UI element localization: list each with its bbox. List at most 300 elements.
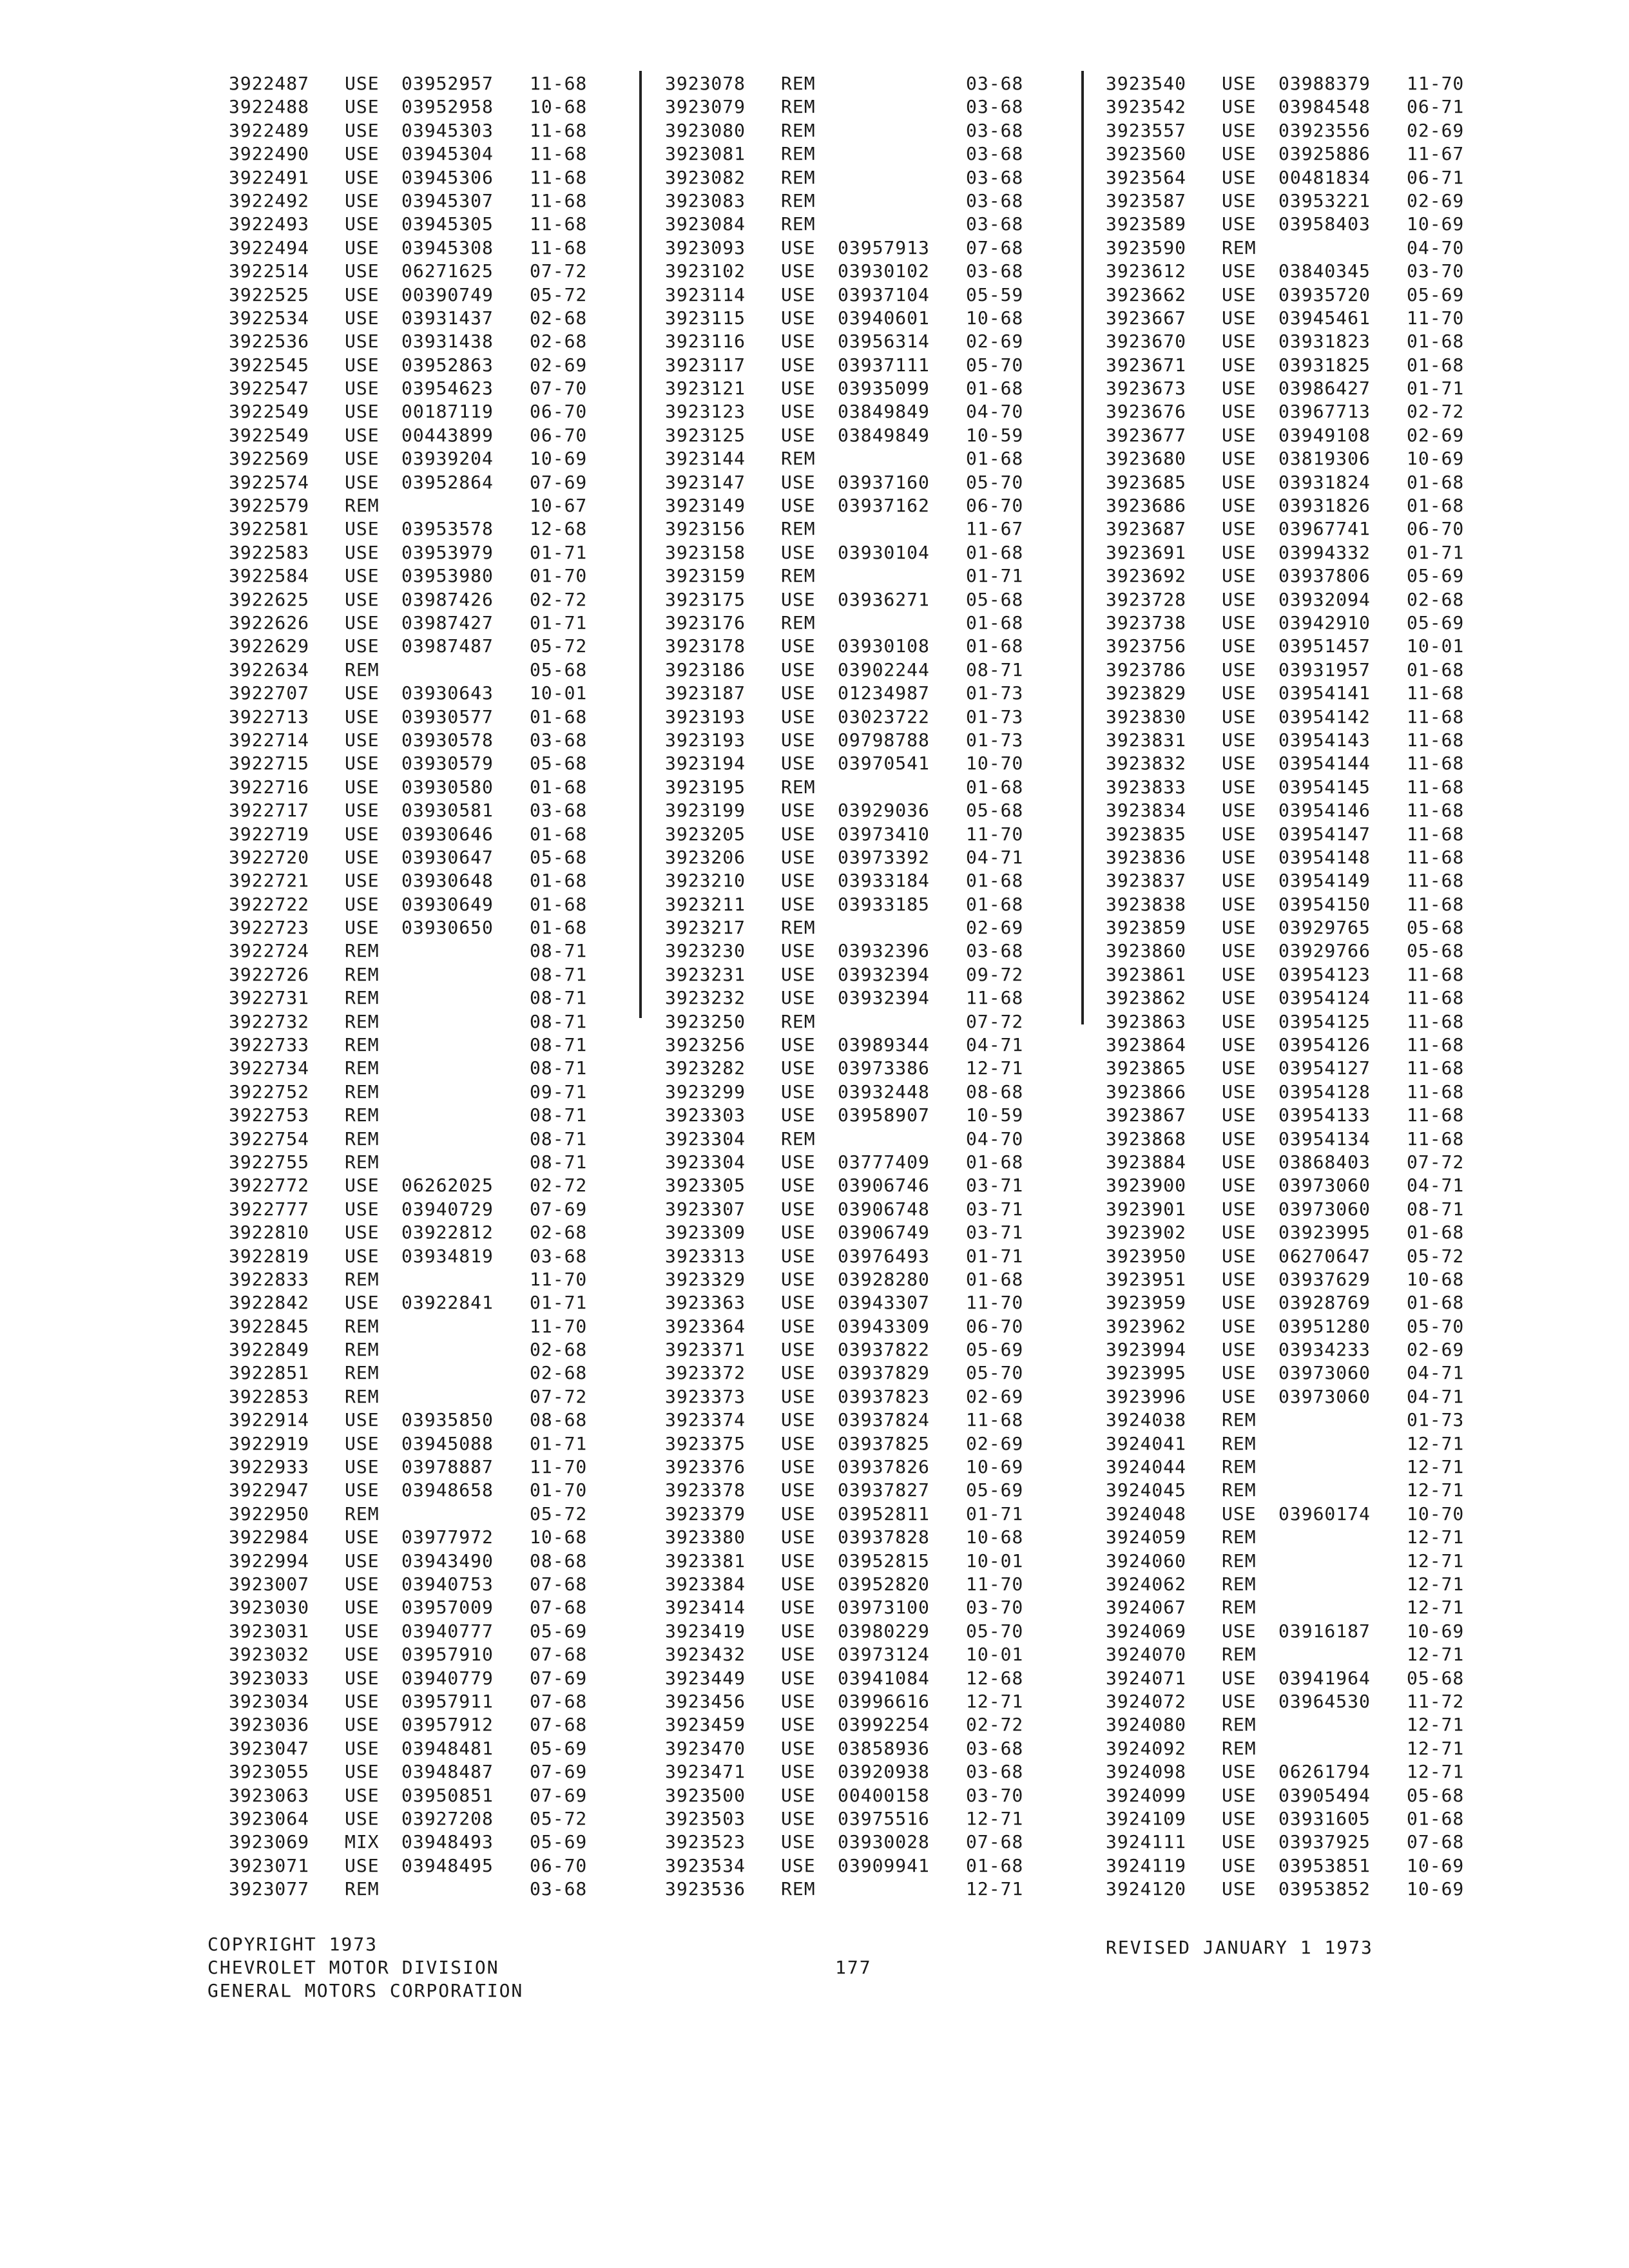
effective-date: 11-68 xyxy=(1407,776,1465,798)
action-code: USE xyxy=(781,1057,816,1079)
action-code: USE xyxy=(1222,963,1257,985)
action-code: USE xyxy=(781,1034,816,1056)
action-code: USE xyxy=(1222,307,1257,329)
action-code: REM xyxy=(345,1503,380,1524)
replacement-number: 03957009 xyxy=(401,1597,494,1619)
action-code: USE xyxy=(1222,893,1257,915)
replacement-number: 06261794 xyxy=(1278,1761,1371,1783)
action-code: USE xyxy=(781,1151,816,1173)
action-code: USE xyxy=(345,541,380,563)
action-code: USE xyxy=(781,471,816,493)
replacement-number: 03933184 xyxy=(838,870,930,892)
part-number: 3923612 xyxy=(1106,260,1187,282)
effective-date: 08-71 xyxy=(530,1151,588,1173)
effective-date: 01-68 xyxy=(530,706,588,727)
action-code: USE xyxy=(781,635,816,657)
part-number: 3922716 xyxy=(229,776,310,798)
replacement-number: 03931437 xyxy=(401,307,494,329)
part-number: 3923373 xyxy=(665,1385,746,1407)
part-number: 3924070 xyxy=(1106,1644,1187,1666)
effective-date: 01-68 xyxy=(966,1151,1024,1173)
replacement-number: 03973060 xyxy=(1278,1198,1371,1220)
action-code: USE xyxy=(345,729,380,751)
effective-date: 04-71 xyxy=(1407,1385,1465,1407)
replacement-number: 03994332 xyxy=(1278,541,1371,563)
part-number: 3923374 xyxy=(665,1409,746,1431)
action-code: REM xyxy=(781,143,816,165)
action-code: USE xyxy=(345,354,380,376)
effective-date: 01-68 xyxy=(530,776,588,798)
replacement-number: 03954623 xyxy=(401,378,494,399)
effective-date: 11-68 xyxy=(1407,846,1465,868)
action-code: USE xyxy=(345,1456,380,1478)
part-number: 3922849 xyxy=(229,1339,310,1361)
action-code: USE xyxy=(1222,1831,1257,1853)
part-number: 3923902 xyxy=(1106,1222,1187,1244)
replacement-number: 03957912 xyxy=(401,1714,494,1736)
part-number: 3923996 xyxy=(1106,1385,1187,1407)
effective-date: 05-70 xyxy=(966,1620,1024,1642)
replacement-number: 03957913 xyxy=(838,236,930,258)
action-code: USE xyxy=(1222,1128,1257,1149)
replacement-number: 03952820 xyxy=(838,1573,930,1595)
action-code: USE xyxy=(345,1222,380,1244)
effective-date: 11-68 xyxy=(1407,893,1465,915)
replacement-number: 03939204 xyxy=(401,448,494,470)
action-code: USE xyxy=(781,658,816,680)
part-number: 3923047 xyxy=(229,1737,310,1759)
part-number: 3923959 xyxy=(1106,1292,1187,1314)
replacement-number: 03945307 xyxy=(401,189,494,211)
replacement-number: 03954146 xyxy=(1278,800,1371,822)
action-code: USE xyxy=(1222,682,1257,704)
action-code: USE xyxy=(345,401,380,423)
part-number: 3922724 xyxy=(229,940,310,962)
effective-date: 08-71 xyxy=(1407,1198,1465,1220)
part-number: 3923540 xyxy=(1106,73,1187,94)
replacement-number: 03931605 xyxy=(1278,1807,1371,1829)
part-number: 3922853 xyxy=(229,1385,310,1407)
effective-date: 08-68 xyxy=(966,1081,1024,1102)
effective-date: 05-70 xyxy=(1407,1315,1465,1337)
effective-date: 05-70 xyxy=(966,471,1024,493)
part-number: 3923378 xyxy=(665,1479,746,1501)
action-code: USE xyxy=(345,1597,380,1619)
part-number: 3923123 xyxy=(665,401,746,423)
action-code: USE xyxy=(345,1784,380,1806)
effective-date: 10-01 xyxy=(530,682,588,704)
part-number: 3922490 xyxy=(229,143,310,165)
part-number: 3923866 xyxy=(1106,1081,1187,1102)
part-number: 3922569 xyxy=(229,448,310,470)
effective-date: 01-71 xyxy=(1407,378,1465,399)
replacement-number: 03973386 xyxy=(838,1057,930,1079)
part-number: 3922732 xyxy=(229,1010,310,1032)
effective-date: 01-68 xyxy=(966,1268,1024,1290)
part-number: 3922626 xyxy=(229,611,310,633)
part-number: 3922488 xyxy=(229,96,310,118)
action-code: USE xyxy=(345,189,380,211)
action-code: USE xyxy=(345,611,380,633)
replacement-number: 03952864 xyxy=(401,471,494,493)
part-number: 3922545 xyxy=(229,354,310,376)
replacement-number: 03949108 xyxy=(1278,424,1371,446)
effective-date: 12-71 xyxy=(966,1057,1024,1079)
replacement-number: 03945304 xyxy=(401,143,494,165)
effective-date: 12-71 xyxy=(1407,1550,1465,1571)
part-number: 3923364 xyxy=(665,1315,746,1337)
action-code: USE xyxy=(781,1362,816,1384)
replacement-number: 03957911 xyxy=(401,1690,494,1712)
part-number: 3923680 xyxy=(1106,448,1187,470)
part-number: 3922717 xyxy=(229,800,310,822)
effective-date: 11-70 xyxy=(530,1268,588,1290)
effective-date: 12-71 xyxy=(966,1690,1024,1712)
effective-date: 07-69 xyxy=(530,1761,588,1783)
effective-date: 04-71 xyxy=(1407,1175,1465,1196)
effective-date: 02-72 xyxy=(530,588,588,610)
action-code: REM xyxy=(1222,1644,1257,1666)
action-code: USE xyxy=(1222,1667,1257,1689)
replacement-number: 03973060 xyxy=(1278,1362,1371,1384)
action-code: USE xyxy=(1222,588,1257,610)
effective-date: 09-71 xyxy=(530,1081,588,1102)
effective-date: 03-68 xyxy=(966,119,1024,141)
replacement-number: 03954148 xyxy=(1278,846,1371,868)
part-number: 3923864 xyxy=(1106,1034,1187,1056)
part-number: 3923677 xyxy=(1106,424,1187,446)
part-number: 3923564 xyxy=(1106,166,1187,188)
effective-date: 10-01 xyxy=(1407,635,1465,657)
replacement-number: 03953852 xyxy=(1278,1878,1371,1900)
column-divider xyxy=(1081,71,1084,1024)
part-number: 3923376 xyxy=(665,1456,746,1478)
replacement-number: 03937829 xyxy=(838,1362,930,1384)
replacement-number: 03958907 xyxy=(838,1104,930,1126)
effective-date: 10-69 xyxy=(530,448,588,470)
replacement-number: 03909941 xyxy=(838,1854,930,1876)
action-code: USE xyxy=(345,1526,380,1548)
effective-date: 04-70 xyxy=(966,1128,1024,1149)
effective-date: 03-68 xyxy=(966,940,1024,962)
replacement-number: 03954144 xyxy=(1278,753,1371,774)
part-number: 3923560 xyxy=(1106,143,1187,165)
effective-date: 01-68 xyxy=(966,870,1024,892)
action-code: REM xyxy=(781,1010,816,1032)
effective-date: 08-71 xyxy=(530,987,588,1009)
action-code: REM xyxy=(345,1315,380,1337)
part-number: 3922634 xyxy=(229,658,310,680)
replacement-number: 03937828 xyxy=(838,1526,930,1548)
replacement-number: 00443899 xyxy=(401,424,494,446)
replacement-number: 03951457 xyxy=(1278,635,1371,657)
replacement-number: 03929766 xyxy=(1278,940,1371,962)
part-number: 3924099 xyxy=(1106,1784,1187,1806)
replacement-number: 03952811 xyxy=(838,1503,930,1524)
action-code: USE xyxy=(1222,1761,1257,1783)
part-number: 3923667 xyxy=(1106,307,1187,329)
effective-date: 10-70 xyxy=(966,753,1024,774)
part-number: 3923007 xyxy=(229,1573,310,1595)
action-code: USE xyxy=(345,1198,380,1220)
action-code: USE xyxy=(345,706,380,727)
effective-date: 06-71 xyxy=(1407,166,1465,188)
action-code: USE xyxy=(345,588,380,610)
replacement-number: 03952863 xyxy=(401,354,494,376)
effective-date: 06-71 xyxy=(1407,96,1465,118)
effective-date: 10-67 xyxy=(530,495,588,517)
replacement-number: 03992254 xyxy=(838,1714,930,1736)
part-number: 3923381 xyxy=(665,1550,746,1571)
replacement-number: 06271625 xyxy=(401,260,494,282)
effective-date: 01-68 xyxy=(530,823,588,845)
action-code: REM xyxy=(345,963,380,985)
action-code: REM xyxy=(1222,1737,1257,1759)
replacement-number: 03940729 xyxy=(401,1198,494,1220)
effective-date: 12-71 xyxy=(1407,1644,1465,1666)
action-code: REM xyxy=(345,658,380,680)
effective-date: 01-68 xyxy=(1407,658,1465,680)
action-code: USE xyxy=(1222,401,1257,423)
part-number: 3922819 xyxy=(229,1245,310,1267)
effective-date: 11-70 xyxy=(966,1573,1024,1595)
action-code: USE xyxy=(781,987,816,1009)
action-code: USE xyxy=(781,1526,816,1548)
action-code: USE xyxy=(1222,1010,1257,1032)
effective-date: 03-68 xyxy=(966,166,1024,188)
replacement-number: 03960174 xyxy=(1278,1503,1371,1524)
action-code: MIX xyxy=(345,1831,380,1853)
action-code: USE xyxy=(781,1831,816,1853)
action-code: USE xyxy=(781,284,816,305)
part-number: 3923187 xyxy=(665,682,746,704)
effective-date: 11-68 xyxy=(1407,1104,1465,1126)
action-code: USE xyxy=(345,1667,380,1689)
action-code: USE xyxy=(1222,1339,1257,1361)
action-code: USE xyxy=(345,1854,380,1876)
effective-date: 02-69 xyxy=(966,1432,1024,1454)
action-code: REM xyxy=(345,987,380,1009)
action-code: USE xyxy=(1222,284,1257,305)
action-code: USE xyxy=(781,1409,816,1431)
part-number: 3923951 xyxy=(1106,1268,1187,1290)
part-number: 3922491 xyxy=(229,166,310,188)
effective-date: 01-68 xyxy=(530,870,588,892)
action-code: USE xyxy=(345,424,380,446)
part-number: 3923036 xyxy=(229,1714,310,1736)
action-code: USE xyxy=(345,635,380,657)
action-code: REM xyxy=(345,1268,380,1290)
action-code: USE xyxy=(1222,1057,1257,1079)
action-code: USE xyxy=(345,1737,380,1759)
effective-date: 03-71 xyxy=(966,1175,1024,1196)
effective-date: 05-72 xyxy=(530,1503,588,1524)
part-number: 3923834 xyxy=(1106,800,1187,822)
effective-date: 01-68 xyxy=(966,448,1024,470)
effective-date: 08-71 xyxy=(530,1034,588,1056)
action-code: REM xyxy=(345,1010,380,1032)
action-code: USE xyxy=(1222,1198,1257,1220)
part-number: 3922579 xyxy=(229,495,310,517)
action-code: REM xyxy=(345,940,380,962)
action-code: USE xyxy=(781,331,816,352)
action-code: USE xyxy=(345,1573,380,1595)
action-code: USE xyxy=(781,1385,816,1407)
action-code: REM xyxy=(781,96,816,118)
effective-date: 10-59 xyxy=(966,424,1024,446)
part-number: 3922845 xyxy=(229,1315,310,1337)
action-code: USE xyxy=(345,119,380,141)
effective-date: 05-68 xyxy=(1407,917,1465,939)
action-code: REM xyxy=(1222,236,1257,258)
part-number: 3923536 xyxy=(665,1878,746,1900)
effective-date: 10-01 xyxy=(966,1644,1024,1666)
part-number: 3923728 xyxy=(1106,588,1187,610)
part-number: 3923082 xyxy=(665,166,746,188)
part-number: 3923691 xyxy=(1106,541,1187,563)
action-code: USE xyxy=(781,378,816,399)
effective-date: 11-70 xyxy=(1407,73,1465,94)
replacement-number: 03930578 xyxy=(401,729,494,751)
effective-date: 11-68 xyxy=(530,166,588,188)
part-number: 3923835 xyxy=(1106,823,1187,845)
replacement-number: 03954126 xyxy=(1278,1034,1371,1056)
action-code: REM xyxy=(345,1151,380,1173)
action-code: USE xyxy=(1222,1104,1257,1126)
effective-date: 11-68 xyxy=(1407,706,1465,727)
part-number: 3922722 xyxy=(229,893,310,915)
effective-date: 11-68 xyxy=(1407,1128,1465,1149)
effective-date: 11-68 xyxy=(530,213,588,235)
effective-date: 01-68 xyxy=(530,893,588,915)
replacement-number: 03964530 xyxy=(1278,1690,1371,1712)
effective-date: 10-69 xyxy=(966,1456,1024,1478)
action-code: USE xyxy=(1222,917,1257,939)
effective-date: 08-71 xyxy=(530,1104,588,1126)
part-number: 3923176 xyxy=(665,611,746,633)
effective-date: 04-70 xyxy=(1407,236,1465,258)
replacement-number: 03943490 xyxy=(401,1550,494,1571)
action-code: USE xyxy=(1222,1385,1257,1407)
part-number: 3923159 xyxy=(665,565,746,587)
replacement-number: 03923995 xyxy=(1278,1222,1371,1244)
action-code: REM xyxy=(781,119,816,141)
effective-date: 08-71 xyxy=(530,963,588,985)
part-number: 3923102 xyxy=(665,260,746,282)
effective-date: 06-70 xyxy=(530,401,588,423)
replacement-number: 03930580 xyxy=(401,776,494,798)
part-number: 3923829 xyxy=(1106,682,1187,704)
action-code: USE xyxy=(345,1292,380,1314)
action-code: USE xyxy=(1222,1807,1257,1829)
effective-date: 01-71 xyxy=(1407,541,1465,563)
replacement-number: 03937806 xyxy=(1278,565,1371,587)
replacement-number: 03930646 xyxy=(401,823,494,845)
action-code: USE xyxy=(1222,518,1257,540)
replacement-number: 03975516 xyxy=(838,1807,930,1829)
part-number: 3924067 xyxy=(1106,1597,1187,1619)
part-number: 3923901 xyxy=(1106,1198,1187,1220)
action-code: USE xyxy=(345,1175,380,1196)
replacement-number: 03906748 xyxy=(838,1198,930,1220)
part-number: 3923384 xyxy=(665,1573,746,1595)
effective-date: 11-68 xyxy=(1407,1034,1465,1056)
replacement-number: 00481834 xyxy=(1278,166,1371,188)
action-code: USE xyxy=(345,753,380,774)
action-code: REM xyxy=(345,495,380,517)
effective-date: 02-68 xyxy=(530,1339,588,1361)
part-number: 3923081 xyxy=(665,143,746,165)
action-code: USE xyxy=(781,893,816,915)
effective-date: 10-69 xyxy=(1407,448,1465,470)
part-number: 3924092 xyxy=(1106,1737,1187,1759)
effective-date: 11-70 xyxy=(530,1315,588,1337)
action-code: USE xyxy=(781,354,816,376)
replacement-number: 03953221 xyxy=(1278,189,1371,211)
part-number: 3923868 xyxy=(1106,1128,1187,1149)
action-code: USE xyxy=(1222,73,1257,94)
part-number: 3923838 xyxy=(1106,893,1187,915)
replacement-number: 03941084 xyxy=(838,1667,930,1689)
action-code: USE xyxy=(345,518,380,540)
effective-date: 01-73 xyxy=(1407,1409,1465,1431)
effective-date: 08-71 xyxy=(530,1057,588,1079)
effective-date: 12-71 xyxy=(966,1807,1024,1829)
effective-date: 02-68 xyxy=(530,1362,588,1384)
effective-date: 01-68 xyxy=(1407,1807,1465,1829)
copyright-line: COPYRIGHT 1973 xyxy=(207,1934,378,1955)
part-number: 3923534 xyxy=(665,1854,746,1876)
action-code: USE xyxy=(1222,189,1257,211)
part-number: 3923080 xyxy=(665,119,746,141)
part-number: 3923250 xyxy=(665,1010,746,1032)
part-number: 3923523 xyxy=(665,1831,746,1853)
effective-date: 12-71 xyxy=(1407,1597,1465,1619)
action-code: USE xyxy=(1222,846,1257,868)
part-number: 3923158 xyxy=(665,541,746,563)
action-code: USE xyxy=(781,1597,816,1619)
replacement-number: 03942910 xyxy=(1278,611,1371,633)
replacement-number: 01234987 xyxy=(838,682,930,704)
effective-date: 07-68 xyxy=(966,236,1024,258)
effective-date: 10-70 xyxy=(1407,1503,1465,1524)
part-number: 3922777 xyxy=(229,1198,310,1220)
effective-date: 01-71 xyxy=(530,1432,588,1454)
replacement-number: 03954142 xyxy=(1278,706,1371,727)
revision-date: REVISED JANUARY 1 1973 xyxy=(1106,1937,1373,1958)
replacement-number: 03930643 xyxy=(401,682,494,704)
part-number: 3923994 xyxy=(1106,1339,1187,1361)
action-code: REM xyxy=(781,776,816,798)
action-code: USE xyxy=(1222,1362,1257,1384)
replacement-number: 03928280 xyxy=(838,1268,930,1290)
action-code: USE xyxy=(1222,1315,1257,1337)
effective-date: 05-68 xyxy=(1407,940,1465,962)
replacement-number: 03940753 xyxy=(401,1573,494,1595)
part-number: 3922833 xyxy=(229,1268,310,1290)
effective-date: 02-69 xyxy=(1407,1339,1465,1361)
part-number: 3922733 xyxy=(229,1034,310,1056)
part-number: 3923470 xyxy=(665,1737,746,1759)
effective-date: 01-73 xyxy=(966,729,1024,751)
part-number: 3922584 xyxy=(229,565,310,587)
replacement-number: 03948487 xyxy=(401,1761,494,1783)
effective-date: 11-68 xyxy=(1407,987,1465,1009)
action-code: USE xyxy=(781,260,816,282)
effective-date: 10-69 xyxy=(1407,1878,1465,1900)
replacement-number: 03932396 xyxy=(838,940,930,962)
replacement-number: 03976493 xyxy=(838,1245,930,1267)
